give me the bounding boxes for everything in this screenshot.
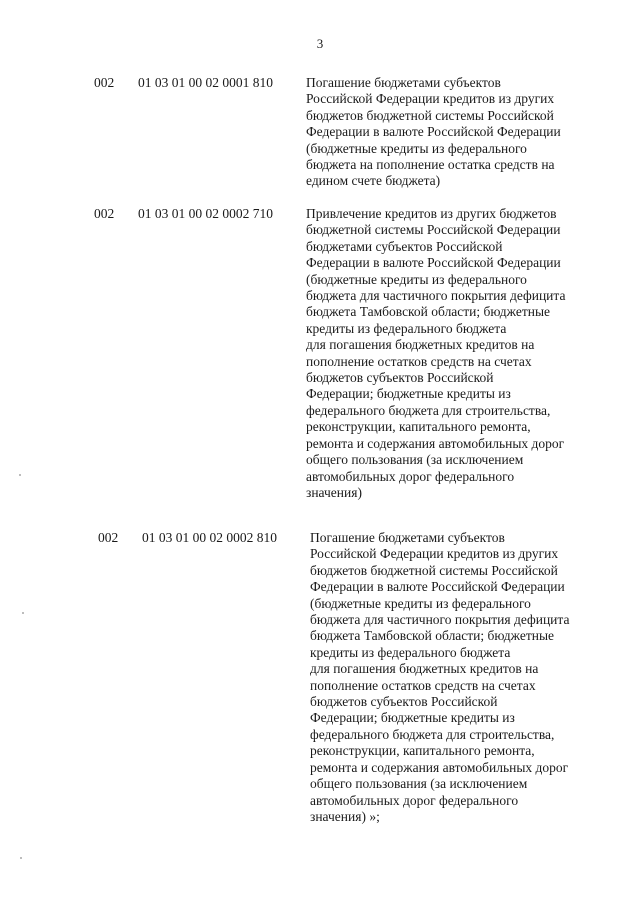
- description-line: бюджета для частичного покрытия дефицита: [306, 288, 566, 304]
- kbk-code: 01 03 01 00 02 0002 710: [138, 206, 273, 221]
- description-line: кредиты из федерального бюджета: [310, 644, 511, 660]
- description: [306, 75, 611, 190]
- description-line: Федерации; бюджетные кредиты из: [306, 386, 511, 402]
- scan-speck: [19, 474, 21, 476]
- description-line: Погашение бюджетами субъектов: [306, 75, 501, 90]
- kbk-code: 01 03 01 00 02 0001 810: [138, 75, 273, 90]
- description-line: (бюджетные кредиты из федерального: [306, 140, 527, 156]
- description-line: бюджета Тамбовской области; бюджетные: [310, 628, 555, 644]
- description-line: (бюджетные кредиты из федерального: [306, 271, 527, 287]
- description-line: Федерации в валюте Российской Федерации: [306, 255, 561, 271]
- description-line: бюджетов субъектов Российской: [310, 694, 498, 710]
- scan-speck: [22, 612, 24, 614]
- description-line: Федерации в валюте Российской Федерации: [310, 579, 565, 595]
- description-line: (бюджетные кредиты из федерального: [310, 595, 531, 611]
- description-line: значения): [306, 484, 362, 500]
- description-line: Погашение бюджетами субъектов: [310, 530, 505, 545]
- description-line: для погашения бюджетных кредитов на: [310, 661, 539, 677]
- description-line: едином счете бюджета): [306, 173, 441, 189]
- description-line: автомобильных дорог федерального: [310, 792, 519, 808]
- description-line: Федерации в валюте Российской Федерации: [306, 124, 561, 140]
- description-line: общего пользования (за исключением: [306, 452, 524, 468]
- description-line: Российской Федерации кредитов из других: [306, 91, 555, 107]
- description-line: ремонта и содержания автомобильных дорог: [310, 759, 569, 775]
- description-line: федерального бюджета для строительства,: [310, 726, 555, 742]
- description-line: автомобильных дорог федерального: [306, 468, 515, 484]
- scan-speck: [20, 857, 22, 859]
- description-line: бюджетов субъектов Российской: [306, 370, 494, 386]
- description-line: бюджетами субъектов Российской: [306, 238, 503, 254]
- description-line: бюджета Тамбовской области; бюджетные: [306, 304, 551, 320]
- description-line: бюджета для частичного покрытия дефицита: [310, 612, 570, 628]
- description-line: реконструкции, капитального ремонта,: [310, 743, 535, 759]
- description-line: реконструкции, капитального ремонта,: [306, 419, 531, 435]
- description-line: бюджетов бюджетной системы Российской: [310, 562, 558, 578]
- description-line: Привлечение кредитов из других бюджетов: [306, 206, 557, 221]
- description-line: для погашения бюджетных кредитов на: [306, 337, 535, 353]
- page-number: 3: [316, 36, 324, 51]
- description-line: пополнение остатков средств на счетах: [310, 677, 536, 693]
- admin-code: 002: [94, 206, 115, 221]
- description: [306, 206, 611, 501]
- kbk-code: 01 03 01 00 02 0002 810: [142, 530, 277, 545]
- description-line: кредиты из федерального бюджета: [306, 320, 507, 336]
- description: [310, 530, 615, 825]
- description-line: бюджетной системы Российской Федерации: [306, 222, 561, 238]
- admin-code: 002: [98, 530, 119, 545]
- description-line: федерального бюджета для строительства,: [306, 402, 551, 418]
- description-line: бюджета на пополнение остатка средств на: [306, 157, 555, 173]
- description-line: общего пользования (за исключением: [310, 776, 528, 792]
- description-line: значения) »;: [310, 808, 380, 824]
- description-line: Федерации; бюджетные кредиты из: [310, 710, 515, 726]
- description-line: Российской Федерации кредитов из других: [310, 546, 559, 562]
- description-line: бюджетов бюджетной системы Российской: [306, 107, 554, 123]
- description-line: пополнение остатков средств на счетах: [306, 353, 532, 369]
- admin-code: 002: [94, 75, 115, 90]
- description-line: ремонта и содержания автомобильных дорог: [306, 435, 565, 451]
